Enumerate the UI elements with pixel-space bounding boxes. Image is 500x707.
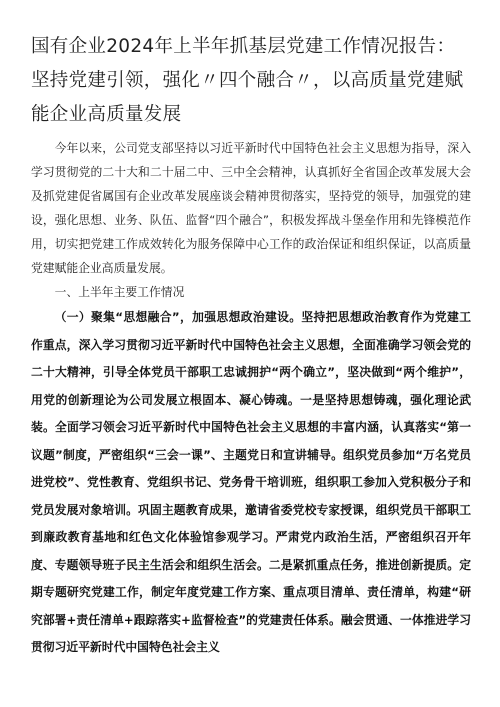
paragraph-lead-heading: （一）聚集“思想融合”，加强思想政治建设。 — [54, 310, 302, 324]
section-paragraph-1 — [31, 304, 471, 662]
document-title: 国有企业2024年上半年抓基层党建工作情况报告：坚持党建引领，强化〃四个融合〃，以高质量党建赋能企业高质量发展 — [31, 36, 464, 125]
section-heading: 一、上半年主要工作情况 — [54, 285, 185, 299]
paragraph-body: 坚持把思想政治教育作为党建工作重点，深入学习贯彻习近平新时代中国特色社会主义思想，全面准确学习领会党的二十大精神，引导全体党员干部职工忠诚拥护“两个确立”，坚决做到“两个维护”，用党的创新理论为公司发展立根固本、凝心铸魂。一是坚持思想铸魂，强化理论武装。全面学习领会习近平新时代中国特色社会主义思想的丰富内涵，认真落实“第一议题”制度，严密组织“三会一课”、主题党日和宣讲辅导。组织党员参加“万名党员进党校”、党性教育、党组织书记、党务骨干培训班，组织职工参加入党积极分子和党员发展对象培训。巩固主题教育成果，邀请省委党校专家授课，组织党员干部职工到廉政教育基地和红色文化体验馆参观学习。严肃党内政治生活，严密组织召开年度、专题领导班子民主生活会和组织生活会。二是紧抓重点任务，推进创新提质。定期专题研究党建工作，制定年度党建工作方案、重点项目清单、责任清单，构建“研究部署+责任清单+跟踪落实+监督检查”的党建责任体系。融会贯通、一体推进学习贯彻习近平新时代中国特色社会主义 — [31, 310, 471, 654]
intro-paragraph: 今年以来，公司党支部坚持以习近平新时代中国特色社会主义思想为指导，深入学习贯彻党的二十大和二十届二中、三中全会精神，认真抓好全省国企改革发展大会及抓党建促省属国有企业改革发展座谈会精神贯彻落实，坚持党的领导，加强党的建设，强化思想、业务、队伍、监督“四个融合”，积极发挥战斗堡垒作用和先锋模范作用，切实把党建工作成效转化为服务保障中心工作的政治保证和组织保证，以高质量党建赋能企业高质量发展。 — [31, 141, 471, 275]
